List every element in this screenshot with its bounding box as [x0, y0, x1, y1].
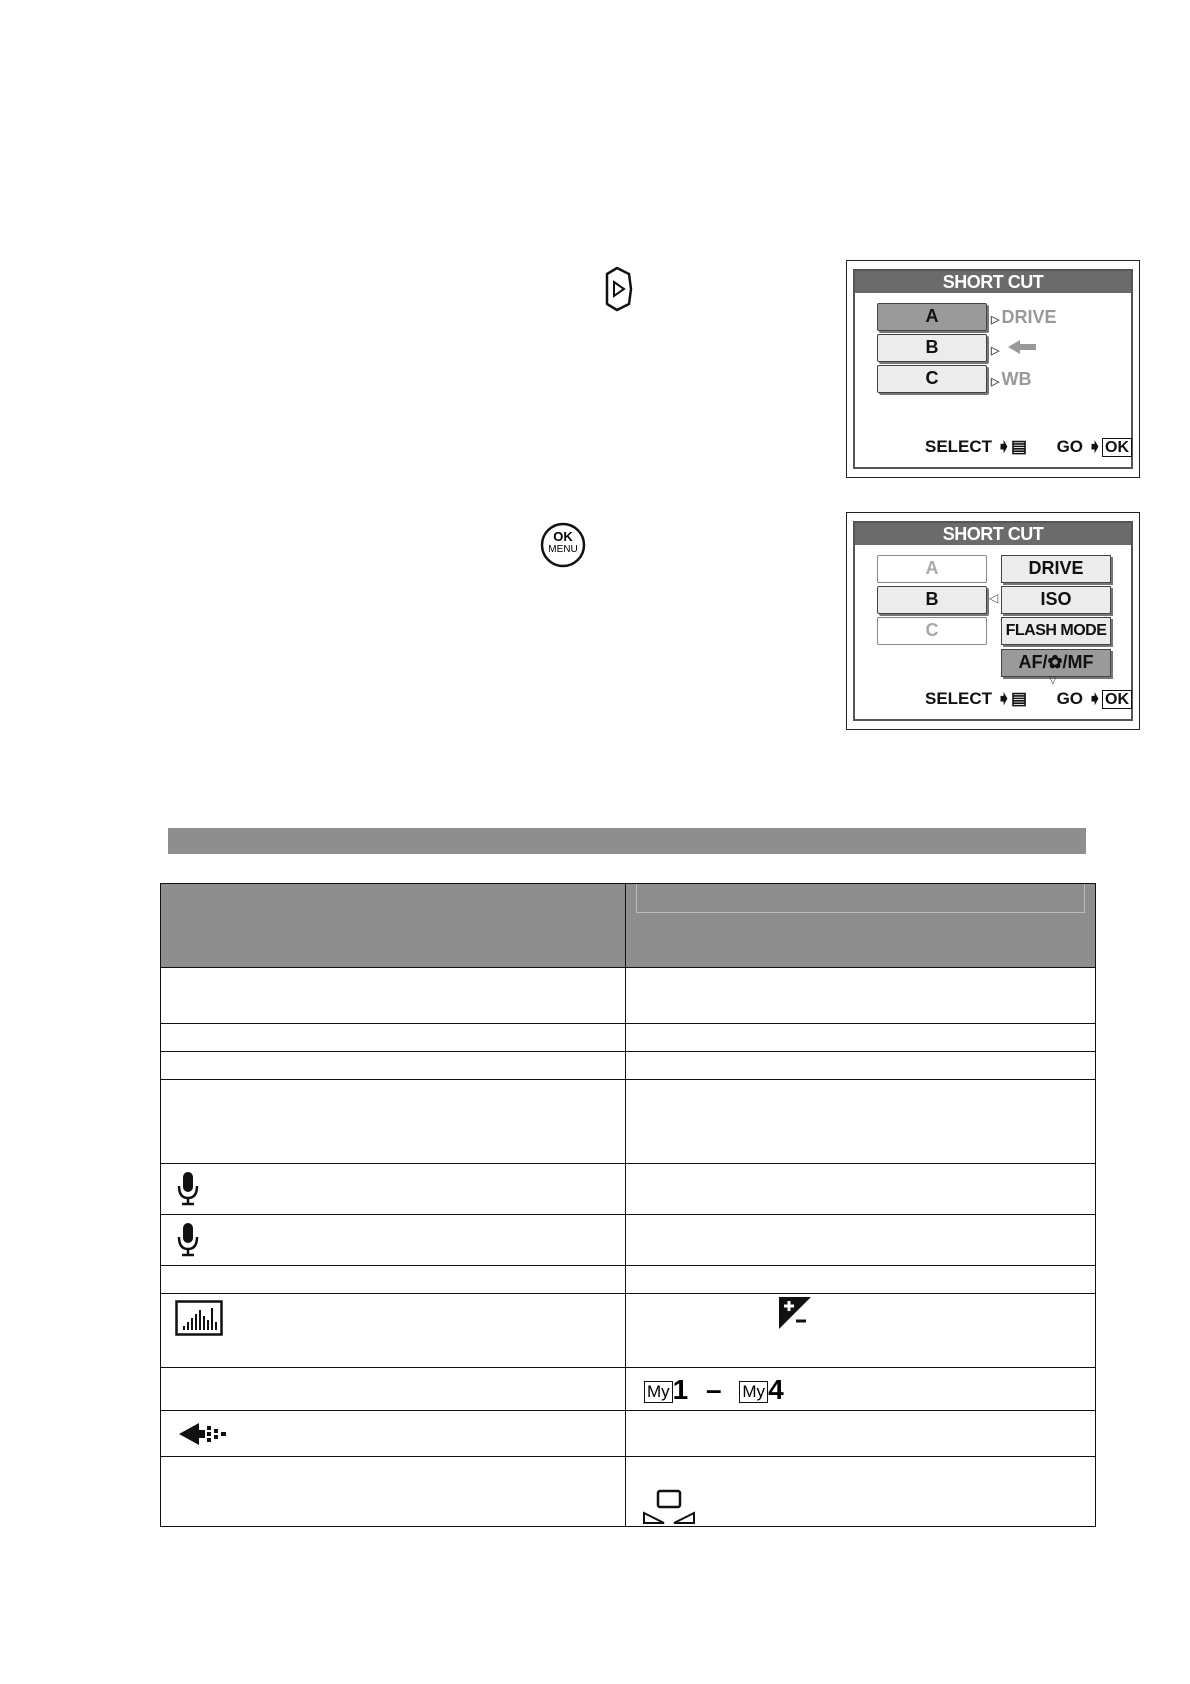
shortcut-screen-1: [846, 260, 1140, 478]
table-cell: [626, 1368, 1096, 1411]
pointer-left-icon: ◁: [989, 591, 999, 605]
my-mode-icon: My: [739, 1381, 768, 1403]
table-row: [161, 1024, 1096, 1052]
table-header-row: [161, 884, 1096, 968]
arrow-pad-right-icon: [601, 266, 635, 312]
table-cell: [161, 1215, 626, 1266]
header-inset-box: [636, 884, 1085, 913]
table-row: [161, 1368, 1096, 1411]
table-row: [161, 1052, 1096, 1080]
shortcut-key-b: B: [877, 586, 987, 614]
option-label: WB: [1001, 369, 1032, 389]
table-row: [161, 968, 1096, 1024]
table-cell: [161, 1457, 626, 1527]
scroll-down-icon: ▽: [1049, 675, 1057, 686]
table-cell: [626, 1024, 1096, 1052]
table-cell: [626, 1266, 1096, 1294]
section-header-bar: [168, 828, 1086, 854]
function-table: [160, 883, 1096, 1527]
table-header-cell: [161, 884, 626, 968]
option-a: [991, 303, 1056, 334]
menu-label: MENU: [548, 544, 578, 555]
pointer-icon: ▷: [991, 376, 1000, 388]
arrow-pad-icon: ➧▤: [996, 689, 1028, 708]
table-cell: [161, 1080, 626, 1164]
range-dash: –: [706, 1374, 722, 1405]
table-cell: [161, 1266, 626, 1294]
arrow-icon: ➧: [1087, 437, 1103, 456]
pointer-icon: ▷: [991, 345, 1000, 357]
screen-footer: [925, 689, 1132, 709]
table-cell: [626, 1164, 1096, 1215]
table-cell: [161, 1024, 626, 1052]
macro-flower-icon: ✿: [1047, 652, 1063, 672]
table-row: [161, 1266, 1096, 1294]
mf-label: /MF: [1062, 652, 1094, 672]
screen-footer: [925, 437, 1132, 457]
go-label: GO: [1056, 437, 1084, 456]
shortcut-key-c: C: [877, 365, 987, 393]
option-flash-mode: FLASH MODE: [1001, 617, 1111, 645]
flash-arrow-icon: [177, 1421, 229, 1452]
my-mode-number: 1: [672, 1374, 689, 1405]
table-header-cell: [626, 884, 1096, 968]
shortcut-screen-2: [846, 512, 1140, 730]
option-af-mf: [1001, 649, 1111, 677]
table-cell: [161, 1368, 626, 1411]
screen-title: SHORT CUT: [855, 271, 1131, 293]
histogram-icon: [175, 1300, 223, 1341]
arrow-icon: ➧: [1087, 689, 1103, 708]
table-cell: [626, 1215, 1096, 1266]
table-cell: [626, 1294, 1096, 1368]
option-label: DRIVE: [1001, 307, 1057, 327]
table-cell: [161, 1052, 626, 1080]
table-cell: [626, 968, 1096, 1024]
table-cell: [626, 1080, 1096, 1164]
my-mode-number: 4: [768, 1374, 784, 1405]
pointer-icon: ▷: [991, 314, 1000, 326]
option-c: [991, 365, 1031, 396]
option-drive: DRIVE: [1001, 555, 1111, 583]
table-cell: [161, 1411, 626, 1457]
table-cell: [161, 1164, 626, 1215]
table-cell: [161, 968, 626, 1024]
microphone-icon: [175, 1170, 201, 1211]
table-row: [161, 1411, 1096, 1457]
ok-box: OK: [1102, 438, 1132, 457]
arrow-pad-icon: ➧▤: [996, 437, 1028, 456]
af-label: AF/: [1018, 652, 1048, 672]
go-label: GO: [1056, 689, 1084, 708]
table-cell: [626, 1457, 1096, 1527]
multi-af-target-icon: [642, 1489, 698, 1530]
my-mode-icon: My: [644, 1381, 673, 1403]
table-cell: [626, 1411, 1096, 1457]
screen-title: SHORT CUT: [855, 523, 1131, 545]
flash-arrow-icon: [1006, 335, 1040, 363]
shortcut-key-c: C: [877, 617, 987, 645]
ok-menu-button-icon: [540, 522, 586, 568]
table-row: [161, 1215, 1096, 1266]
shortcut-key-a: A: [877, 555, 987, 583]
select-label: SELECT: [925, 689, 993, 708]
exposure-compensation-icon: [778, 1296, 812, 1335]
table-row: [161, 1457, 1096, 1527]
shortcut-key-b: B: [877, 334, 987, 362]
microphone-icon: [175, 1221, 201, 1262]
shortcut-key-a: A: [877, 303, 987, 331]
table-cell: [626, 1052, 1096, 1080]
table-row: [161, 1164, 1096, 1215]
ok-box: OK: [1102, 690, 1132, 709]
ok-label: OK: [553, 529, 573, 544]
select-label: SELECT: [925, 437, 993, 456]
my-mode-range: [644, 1374, 784, 1406]
option-iso: ISO: [1001, 586, 1111, 614]
table-cell: [161, 1294, 626, 1368]
table-row: [161, 1294, 1096, 1368]
option-b: [991, 334, 1040, 365]
table-row: [161, 1080, 1096, 1164]
